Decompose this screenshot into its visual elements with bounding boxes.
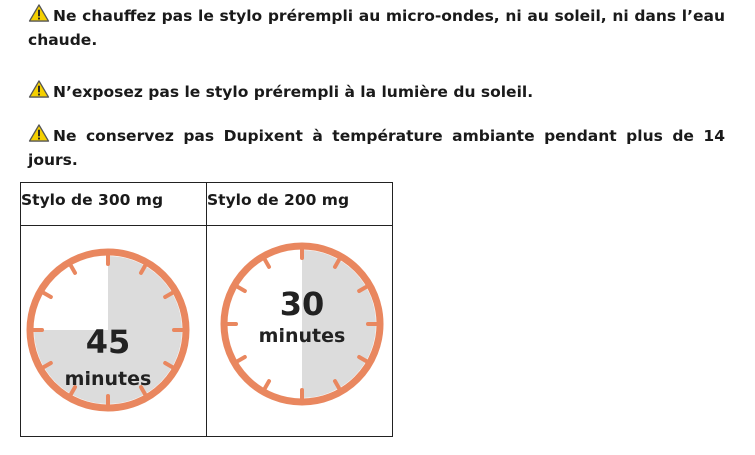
warning-icon xyxy=(28,4,50,22)
warning-heat xyxy=(28,4,725,52)
header-300mg: Stylo de 300 mg xyxy=(21,183,207,226)
timer-table xyxy=(20,182,393,437)
warning-text: Ne conservez pas Dupixent à température ambiante pendant plus de 14 jours. xyxy=(28,127,725,169)
warning-sunlight xyxy=(28,80,725,104)
header-200mg: Stylo de 200 mg xyxy=(207,183,393,226)
timer-cell-300mg xyxy=(21,226,207,437)
clock-timer-icon xyxy=(21,226,206,436)
timer-value: 30 xyxy=(279,285,325,323)
warning-storage xyxy=(28,124,725,172)
clock-timer-icon xyxy=(207,226,392,436)
timer-value: 45 xyxy=(85,323,131,361)
timer-cell-200mg xyxy=(207,226,393,437)
warning-icon xyxy=(28,124,50,142)
warning-icon xyxy=(28,80,50,98)
warning-text: N’exposez pas le stylo prérempli à la lumière du soleil. xyxy=(53,83,534,101)
timer-unit: minutes xyxy=(258,325,346,347)
timer-unit: minutes xyxy=(64,368,152,390)
warning-text: Ne chauffez pas le stylo prérempli au micro-ondes, ni au soleil, ni dans l’eau chaude. xyxy=(28,7,725,49)
